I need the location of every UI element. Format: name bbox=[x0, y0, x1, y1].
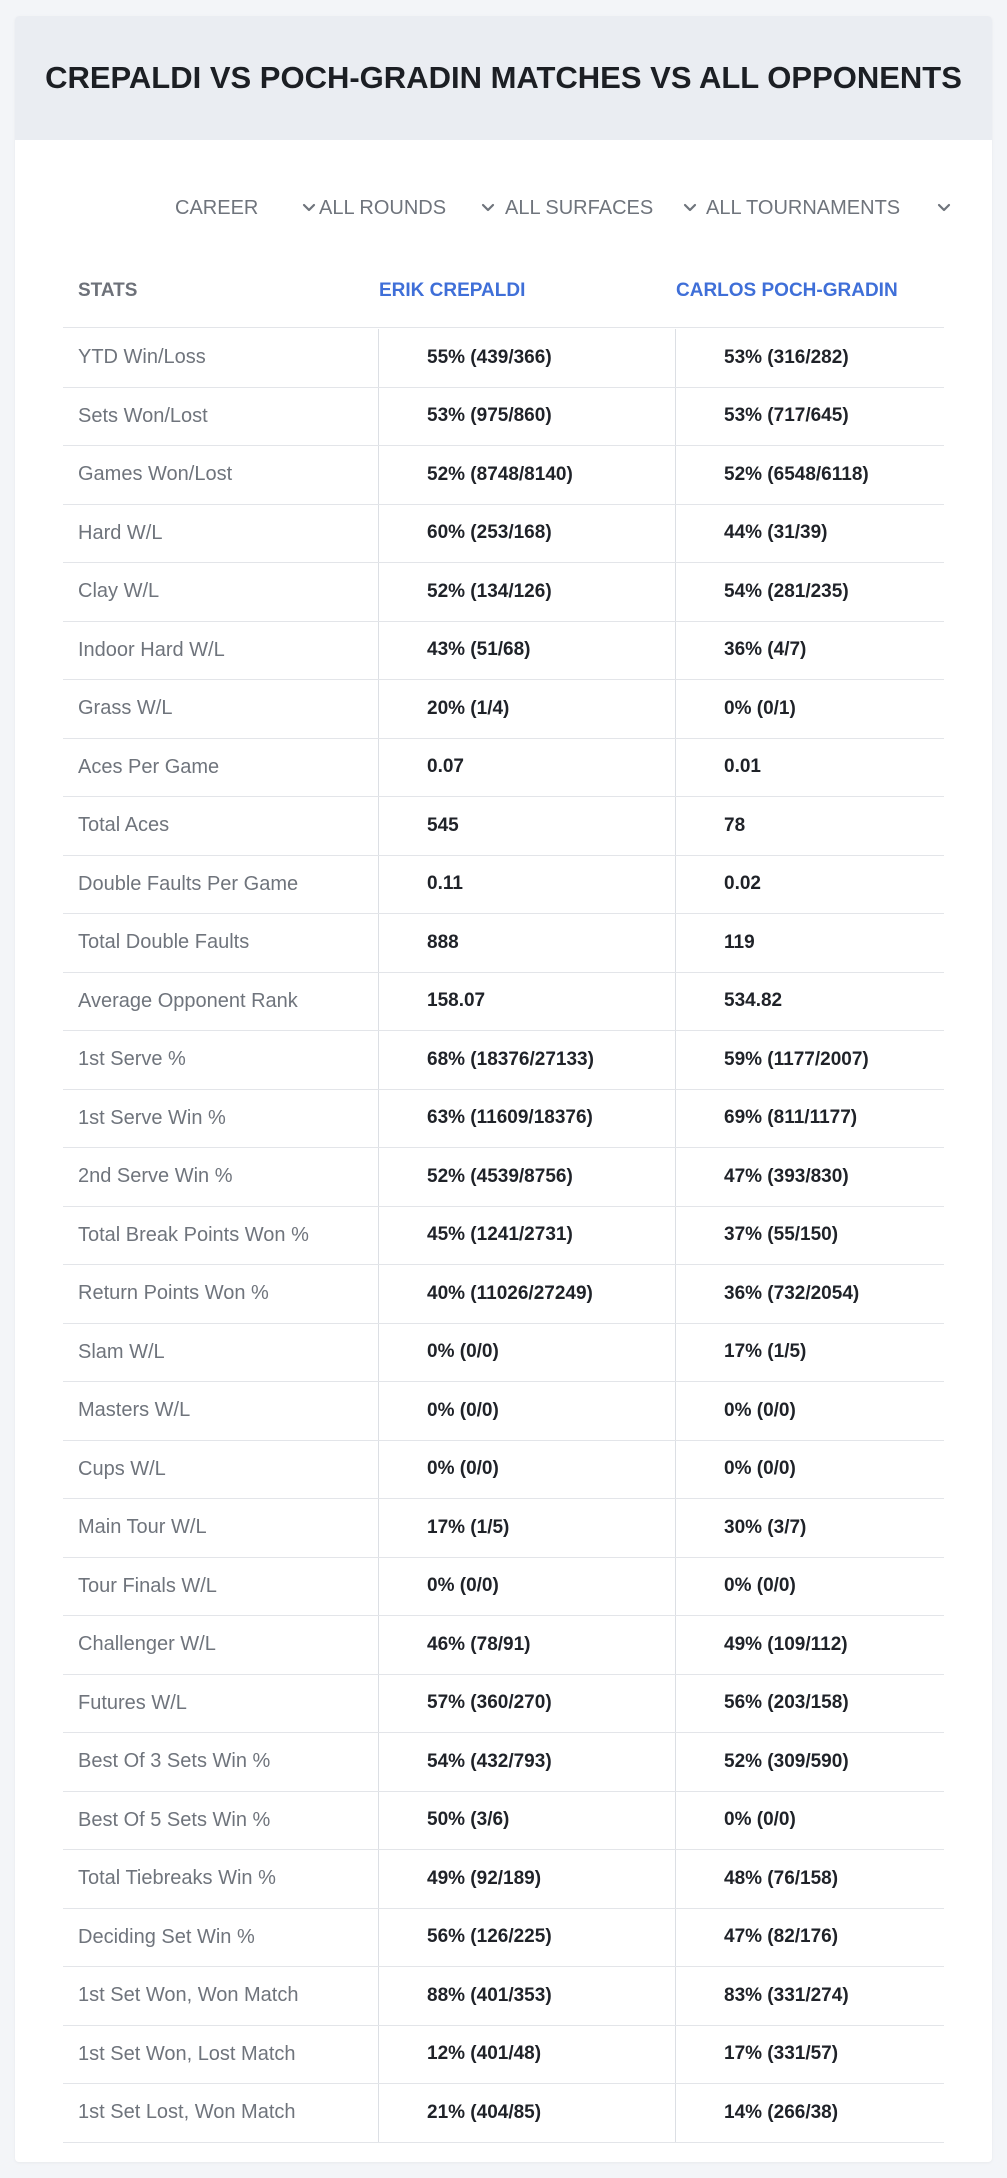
stat-label: Games Won/Lost bbox=[78, 463, 233, 486]
stat-label: Sets Won/Lost bbox=[78, 404, 208, 427]
player-2-value: 53% (316/282) bbox=[724, 346, 849, 368]
player-2-value: 0.02 bbox=[724, 873, 761, 895]
player-1-value: 20% (1/4) bbox=[427, 697, 510, 719]
player-2-value: 17% (331/57) bbox=[724, 2043, 839, 2065]
stats-table-body bbox=[63, 329, 944, 2143]
player-1-value: 57% (360/270) bbox=[427, 1692, 552, 1714]
player-1-value: 49% (92/189) bbox=[427, 1867, 542, 1889]
table-row bbox=[63, 1909, 944, 1968]
stat-label: Double Faults Per Game bbox=[78, 872, 299, 895]
player-2-value: 0.01 bbox=[724, 756, 761, 778]
table-row bbox=[63, 1031, 944, 1090]
stat-label: Total Tiebreaks Win % bbox=[78, 1867, 276, 1890]
table-row bbox=[63, 1967, 944, 2026]
stat-label: 1st Set Lost, Won Match bbox=[78, 2101, 296, 2124]
player-1-value: 52% (134/126) bbox=[427, 580, 552, 602]
stat-label: Challenger W/L bbox=[78, 1633, 216, 1656]
player-1-value: 40% (11026/27249) bbox=[427, 1282, 593, 1304]
stat-label: 1st Set Won, Won Match bbox=[78, 1984, 299, 2007]
table-row bbox=[63, 739, 944, 798]
table-row bbox=[63, 2026, 944, 2085]
player-1-value: 888 bbox=[427, 931, 459, 953]
table-row bbox=[63, 563, 944, 622]
table-row bbox=[63, 1675, 944, 1734]
filter-surfaces-label: ALL SURFACES bbox=[505, 196, 654, 219]
stat-label: Clay W/L bbox=[78, 580, 160, 603]
stat-label: Best Of 5 Sets Win % bbox=[78, 1808, 271, 1831]
player-2-value: 30% (3/7) bbox=[724, 1516, 807, 1538]
page-header bbox=[15, 16, 992, 140]
chevron-down-icon bbox=[301, 200, 317, 216]
player-2-value: 119 bbox=[724, 931, 755, 953]
table-row bbox=[63, 2084, 944, 2143]
stat-label: Futures W/L bbox=[78, 1691, 187, 1714]
table-row bbox=[63, 622, 944, 681]
stat-label: Hard W/L bbox=[78, 521, 163, 544]
table-row bbox=[63, 1792, 944, 1851]
player-2-value: 54% (281/235) bbox=[724, 580, 849, 602]
table-row bbox=[63, 1850, 944, 1909]
player-2-value: 44% (31/39) bbox=[724, 522, 828, 544]
player-2-value: 0% (0/0) bbox=[724, 1809, 796, 1831]
player-2-value: 0% (0/0) bbox=[724, 1399, 796, 1421]
stat-label: Masters W/L bbox=[78, 1399, 191, 1422]
stat-label: YTD Win/Loss bbox=[78, 346, 206, 369]
player-1-value: 43% (51/68) bbox=[427, 639, 531, 661]
player-2-value: 14% (266/38) bbox=[724, 2101, 839, 2123]
chevron-down-icon bbox=[682, 200, 698, 216]
player-1-value: 54% (432/793) bbox=[427, 1750, 552, 1772]
player-1-value: 56% (126/225) bbox=[427, 1926, 552, 1948]
filter-rounds-select[interactable] bbox=[319, 188, 496, 228]
table-header bbox=[63, 268, 944, 328]
stat-label: Total Aces bbox=[78, 814, 170, 837]
player-2-value: 49% (109/112) bbox=[724, 1633, 848, 1655]
table-row bbox=[63, 1090, 944, 1149]
player-2-value: 69% (811/1177) bbox=[724, 1107, 858, 1129]
stat-label: Aces Per Game bbox=[78, 755, 220, 778]
filter-career-select[interactable] bbox=[175, 188, 317, 228]
filter-tournaments-label: ALL TOURNAMENTS bbox=[706, 196, 901, 219]
player-1-value: 53% (975/860) bbox=[427, 405, 552, 427]
table-row bbox=[63, 680, 944, 739]
player-1-value: 12% (401/48) bbox=[427, 2043, 542, 2065]
header-stats: STATS bbox=[78, 280, 138, 301]
player-1-value: 63% (11609/18376) bbox=[427, 1107, 593, 1129]
player-2-value: 0% (0/0) bbox=[724, 1458, 796, 1480]
stat-label: Slam W/L bbox=[78, 1340, 165, 1363]
player-1-value: 55% (439/366) bbox=[427, 346, 552, 368]
player-2-value: 36% (4/7) bbox=[724, 639, 807, 661]
table-row bbox=[63, 973, 944, 1032]
table-row bbox=[63, 1265, 944, 1324]
player-2-value: 0% (0/0) bbox=[724, 1575, 796, 1597]
player-1-value: 0% (0/0) bbox=[427, 1458, 499, 1480]
stats-card bbox=[15, 16, 992, 2162]
player-2-value: 52% (309/590) bbox=[724, 1750, 849, 1772]
player-1-value: 0.07 bbox=[427, 756, 464, 778]
player-1-value: 52% (4539/8756) bbox=[427, 1165, 573, 1187]
player-1-value: 0.11 bbox=[427, 873, 463, 895]
player-2-value: 78 bbox=[724, 814, 746, 836]
header-player-1[interactable]: ERIK CREPALDI bbox=[379, 280, 526, 301]
stat-label: 1st Serve % bbox=[78, 1048, 186, 1071]
table-row bbox=[63, 1382, 944, 1441]
stat-label: 1st Set Won, Lost Match bbox=[78, 2042, 296, 2065]
player-2-value: 56% (203/158) bbox=[724, 1692, 849, 1714]
filter-tournaments-select[interactable] bbox=[706, 188, 952, 228]
table-row bbox=[63, 1733, 944, 1792]
table-row bbox=[63, 1324, 944, 1383]
stat-label: 1st Serve Win % bbox=[78, 1106, 226, 1129]
header-player-2[interactable]: CARLOS POCH-GRADIN bbox=[676, 280, 898, 301]
stat-label: Return Points Won % bbox=[78, 1282, 269, 1305]
player-2-value: 48% (76/158) bbox=[724, 1867, 839, 1889]
player-2-value: 0% (0/1) bbox=[724, 697, 796, 719]
player-2-value: 83% (331/274) bbox=[724, 1984, 849, 2006]
player-1-value: 158.07 bbox=[427, 990, 486, 1012]
table-row bbox=[63, 505, 944, 564]
stat-label: Indoor Hard W/L bbox=[78, 638, 225, 661]
table-row bbox=[63, 797, 944, 856]
stat-label: Cups W/L bbox=[78, 1457, 166, 1480]
player-1-value: 21% (404/85) bbox=[427, 2101, 542, 2123]
player-2-value: 47% (82/176) bbox=[724, 1926, 839, 1948]
stat-label: Main Tour W/L bbox=[78, 1516, 207, 1539]
table-row bbox=[63, 1616, 944, 1675]
player-1-value: 68% (18376/27133) bbox=[427, 1048, 594, 1070]
page-title: CREPALDI VS POCH-GRADIN MATCHES VS ALL OPPONENTS bbox=[45, 60, 962, 95]
player-1-value: 88% (401/353) bbox=[427, 1984, 552, 2006]
stat-label: Best Of 3 Sets Win % bbox=[78, 1750, 271, 1773]
player-2-value: 17% (1/5) bbox=[724, 1341, 807, 1363]
stat-label: Total Break Points Won % bbox=[78, 1223, 309, 1246]
player-2-value: 53% (717/645) bbox=[724, 405, 849, 427]
table-row bbox=[63, 446, 944, 505]
player-1-value: 0% (0/0) bbox=[427, 1399, 499, 1421]
player-1-value: 0% (0/0) bbox=[427, 1575, 499, 1597]
table-row bbox=[63, 1148, 944, 1207]
stat-label: 2nd Serve Win % bbox=[78, 1165, 233, 1188]
table-row bbox=[63, 914, 944, 973]
chevron-down-icon bbox=[480, 200, 496, 216]
table-row bbox=[63, 1207, 944, 1266]
player-2-value: 59% (1177/2007) bbox=[724, 1048, 869, 1070]
stat-label: Average Opponent Rank bbox=[78, 989, 298, 1012]
chevron-down-icon bbox=[936, 200, 952, 216]
stat-label: Tour Finals W/L bbox=[78, 1574, 217, 1597]
player-2-value: 36% (732/2054) bbox=[724, 1282, 860, 1304]
table-row bbox=[63, 329, 944, 388]
filter-surfaces-select[interactable] bbox=[505, 188, 698, 228]
player-1-value: 60% (253/168) bbox=[427, 522, 552, 544]
stat-label: Grass W/L bbox=[78, 697, 173, 720]
table-row bbox=[63, 388, 944, 447]
player-1-value: 545 bbox=[427, 814, 459, 836]
stat-label: Total Double Faults bbox=[78, 931, 250, 954]
player-1-value: 50% (3/6) bbox=[427, 1809, 510, 1831]
player-1-value: 0% (0/0) bbox=[427, 1341, 499, 1363]
player-1-value: 17% (1/5) bbox=[427, 1516, 510, 1538]
filter-rounds-label: ALL ROUNDS bbox=[319, 196, 447, 219]
player-2-value: 47% (393/830) bbox=[724, 1165, 849, 1187]
player-1-value: 52% (8748/8140) bbox=[427, 463, 573, 485]
table-row bbox=[63, 1558, 944, 1617]
filter-bar bbox=[15, 188, 992, 228]
player-2-value: 534.82 bbox=[724, 990, 783, 1012]
player-1-value: 45% (1241/2731) bbox=[427, 1224, 573, 1246]
player-2-value: 37% (55/150) bbox=[724, 1224, 839, 1246]
player-1-value: 46% (78/91) bbox=[427, 1633, 531, 1655]
stat-label: Deciding Set Win % bbox=[78, 1925, 255, 1948]
table-row bbox=[63, 1441, 944, 1500]
table-row bbox=[63, 1499, 944, 1558]
player-2-value: 52% (6548/6118) bbox=[724, 463, 869, 485]
filter-career-label: CAREER bbox=[175, 196, 259, 219]
table-row bbox=[63, 856, 944, 915]
